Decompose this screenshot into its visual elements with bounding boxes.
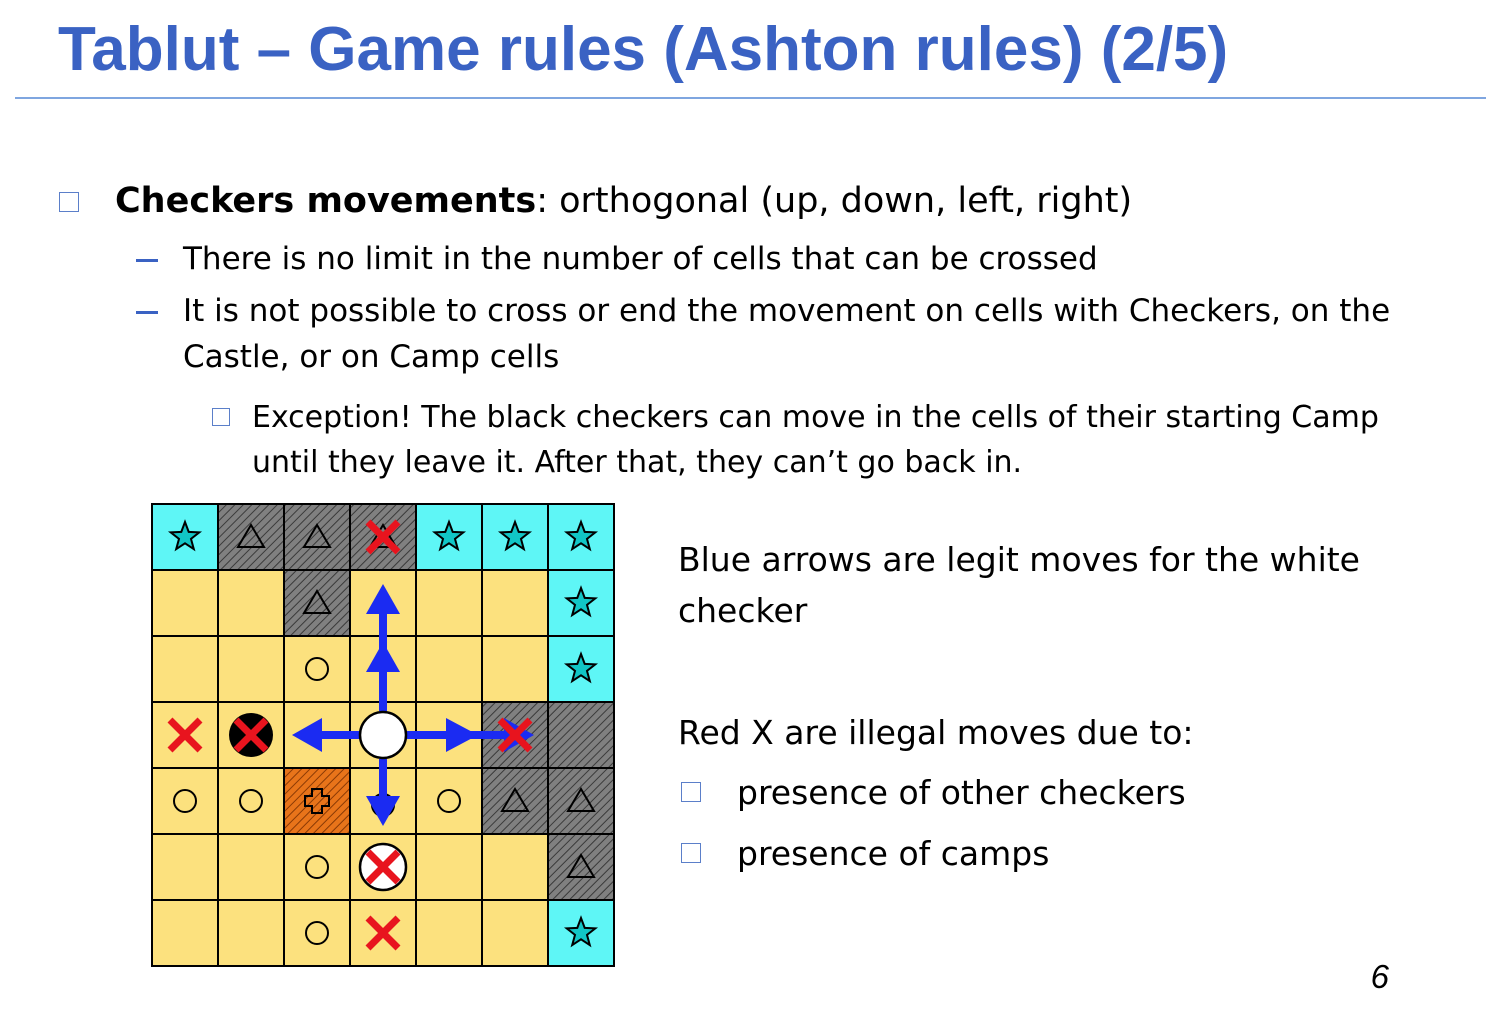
dash-icon: [136, 311, 158, 314]
board-cell: [284, 504, 350, 570]
board-cell: [218, 636, 284, 702]
bullet-box-icon: [681, 843, 701, 863]
board-cell: [218, 504, 284, 570]
reason-camps: presence of camps: [737, 834, 1050, 873]
board-cell: [152, 834, 218, 900]
board-cell: [284, 636, 350, 702]
sub-bullet-not-possible-line2: Castle, or on Camp cells: [183, 339, 560, 375]
white-checker-icon: [360, 712, 406, 758]
board-cell: [218, 570, 284, 636]
board-cell: [482, 636, 548, 702]
board-cell: [218, 834, 284, 900]
board-cell: [152, 570, 218, 636]
board-cell: [284, 834, 350, 900]
board-cell: [416, 570, 482, 636]
bullet-main-rest: : orthogonal (up, down, left, right): [536, 181, 1133, 221]
slide-title: Tablut – Game rules (Ashton rules) (2/5): [58, 15, 1229, 84]
exception-line2: until they leave it. After that, they can’t go back in.: [252, 445, 1023, 480]
reason-checkers: presence of other checkers: [737, 773, 1186, 812]
board-cell: [284, 900, 350, 966]
exception-line1: Exception! The black checkers can move in the cells of their starting Camp: [252, 400, 1379, 435]
board-cell: [218, 768, 284, 834]
board-cell: [416, 900, 482, 966]
board-cell: [416, 768, 482, 834]
bullet-main-bold: Checkers movements: [115, 181, 537, 221]
page-number: 6: [1370, 958, 1389, 995]
dash-icon: [136, 259, 158, 262]
board-cell: [482, 834, 548, 900]
board-cell: [482, 570, 548, 636]
sub-bullet-not-possible-line1: It is not possible to cross or end the movement on cells with Checkers, on the: [183, 293, 1391, 329]
board-cell: [284, 768, 350, 834]
board-cell: [152, 636, 218, 702]
bullet-box-icon: [59, 192, 79, 212]
bullet-box-icon: [212, 408, 230, 426]
board-cell: [152, 900, 218, 966]
board-cell: [416, 636, 482, 702]
board-cell: [284, 570, 350, 636]
bullet-box-icon: [681, 782, 701, 802]
red-x-heading: Red X are illegal moves due to:: [678, 713, 1194, 752]
title-underline: [15, 97, 1486, 99]
board-cell: [548, 768, 614, 834]
board-cell: [548, 702, 614, 768]
board-cell: [152, 768, 218, 834]
board-cell: [218, 900, 284, 966]
board-cell: [482, 900, 548, 966]
board-cell: [416, 834, 482, 900]
board-cell: [482, 768, 548, 834]
tablut-board: [151, 503, 617, 969]
blue-arrows-line2: checker: [678, 591, 808, 630]
blue-arrows-line1: Blue arrows are legit moves for the white: [678, 540, 1360, 579]
board-cell: [548, 834, 614, 900]
sub-bullet-no-limit: There is no limit in the number of cells that can be crossed: [183, 241, 1098, 277]
bullet-main: [115, 181, 1132, 221]
